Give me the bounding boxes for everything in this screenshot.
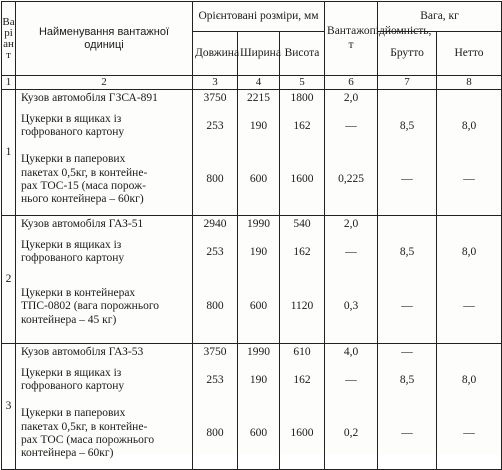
cell-net: [437, 343, 502, 361]
cell-net: [437, 89, 502, 107]
cell-capacity: —: [325, 361, 378, 399]
header-gross: Брутто: [378, 32, 437, 76]
cargo-name: Цукерки в контейнерах ТПС-0802 (вага порожнього контейнера – 45 кг): [16, 271, 193, 343]
cell-width: 190: [238, 233, 280, 271]
cargo-name: Цукерки в ящиках із гофрованого картону: [16, 107, 193, 145]
table-row: [2, 145, 502, 215]
header-capacity: Вантажопідйомність, т: [325, 2, 378, 76]
cell-height: 1800: [280, 89, 325, 107]
header-length: Довжина: [193, 32, 238, 76]
header-dims: Орієнтовані розміри, мм: [193, 2, 325, 32]
cell-length: 3750: [193, 89, 238, 107]
cell-length: 2940: [193, 215, 238, 233]
cargo-table: [1, 1, 502, 470]
cargo-name: Цукерки в паперових пакетах 0,5кг, в контейне- рах ТОС-15 (маса порож- нього контейнера – 60кг): [16, 145, 193, 215]
cell-capacity: 0,3: [325, 271, 378, 343]
header-name: Найменування вантажної одиниці: [16, 2, 193, 76]
table-row: [2, 343, 502, 361]
cell-height: 1120: [280, 271, 325, 343]
cell-net: —: [437, 271, 502, 343]
column-index: 2: [16, 76, 193, 90]
table-row: [2, 215, 502, 233]
table-row: [2, 107, 502, 145]
column-index-row: [2, 76, 502, 90]
cell-length: 3750: [193, 343, 238, 361]
header-net: Нетто: [437, 32, 502, 76]
header-weight: Вага, кг: [378, 2, 502, 32]
variant-number: 1: [2, 89, 16, 215]
variant-number: 2: [2, 215, 16, 343]
cell-length: 253: [193, 361, 238, 399]
cell-net: 8,0: [437, 361, 502, 399]
cell-length: 800: [193, 399, 238, 469]
cargo-name: Кузов автомобіля ГАЗ-53: [16, 343, 193, 361]
column-index: 5: [280, 76, 325, 90]
cell-length: 800: [193, 145, 238, 215]
cell-net: 8,0: [437, 107, 502, 145]
cell-gross: —: [378, 271, 437, 343]
column-index: 4: [238, 76, 280, 90]
cell-gross: —: [378, 343, 437, 361]
cell-width: 600: [238, 271, 280, 343]
cell-net: —: [437, 145, 502, 215]
cell-gross: 8,5: [378, 233, 437, 271]
cell-gross: —: [378, 399, 437, 469]
cargo-name: Кузов автомобіля ГЗСА-891: [16, 89, 193, 107]
cell-net: —: [437, 399, 502, 469]
cell-gross: 8,5: [378, 361, 437, 399]
cell-net: 8,0: [437, 233, 502, 271]
variant-number: 3: [2, 343, 16, 469]
cell-height: 610: [280, 343, 325, 361]
column-index: 6: [325, 76, 378, 90]
column-index: 7: [378, 76, 437, 90]
cargo-name: Цукерки в паперових пакетах 0,5кг, в контейне- рах ТОС (маса порожнього контейнера – 60кг): [16, 399, 193, 469]
cell-length: 253: [193, 107, 238, 145]
cell-width: 600: [238, 399, 280, 469]
cell-capacity: 2,0: [325, 89, 378, 107]
cell-width: 190: [238, 107, 280, 145]
cell-capacity: 2,0: [325, 215, 378, 233]
cell-capacity: —: [325, 233, 378, 271]
cell-gross: 8,5: [378, 107, 437, 145]
cargo-name: Цукерки в ящиках із гофрованого картону: [16, 233, 193, 271]
cell-gross: —: [378, 145, 437, 215]
cell-width: 1990: [238, 215, 280, 233]
header-variant: Варіант: [2, 2, 16, 76]
table-row: [2, 361, 502, 399]
cell-height: 162: [280, 233, 325, 271]
header-row-1: [2, 2, 502, 32]
cell-gross: [378, 215, 437, 233]
column-index: 8: [437, 76, 502, 90]
cell-width: 600: [238, 145, 280, 215]
cell-width: 1990: [238, 343, 280, 361]
table-row: [2, 399, 502, 469]
cell-length: 800: [193, 271, 238, 343]
cell-height: 1600: [280, 145, 325, 215]
cell-capacity: —: [325, 107, 378, 145]
cell-width: 190: [238, 361, 280, 399]
column-index: 1: [2, 76, 16, 90]
header-width: Ширина: [238, 32, 280, 76]
cell-net: [437, 215, 502, 233]
table-row: [2, 271, 502, 343]
cell-capacity: 0,225: [325, 145, 378, 215]
cell-capacity: 0,2: [325, 399, 378, 469]
column-index: 3: [193, 76, 238, 90]
table-row: [2, 233, 502, 271]
cargo-name: Цукерки в ящиках із гофрованого картону: [16, 361, 193, 399]
header-height: Висота: [280, 32, 325, 76]
cell-length: 253: [193, 233, 238, 271]
cargo-name: Кузов автомобіля ГАЗ-51: [16, 215, 193, 233]
cell-height: 162: [280, 107, 325, 145]
cell-height: 540: [280, 215, 325, 233]
table-row: [2, 89, 502, 107]
cell-height: 1600: [280, 399, 325, 469]
cell-height: 162: [280, 361, 325, 399]
cell-gross: [378, 89, 437, 107]
cell-capacity: 4,0: [325, 343, 378, 361]
cell-width: 2215: [238, 89, 280, 107]
